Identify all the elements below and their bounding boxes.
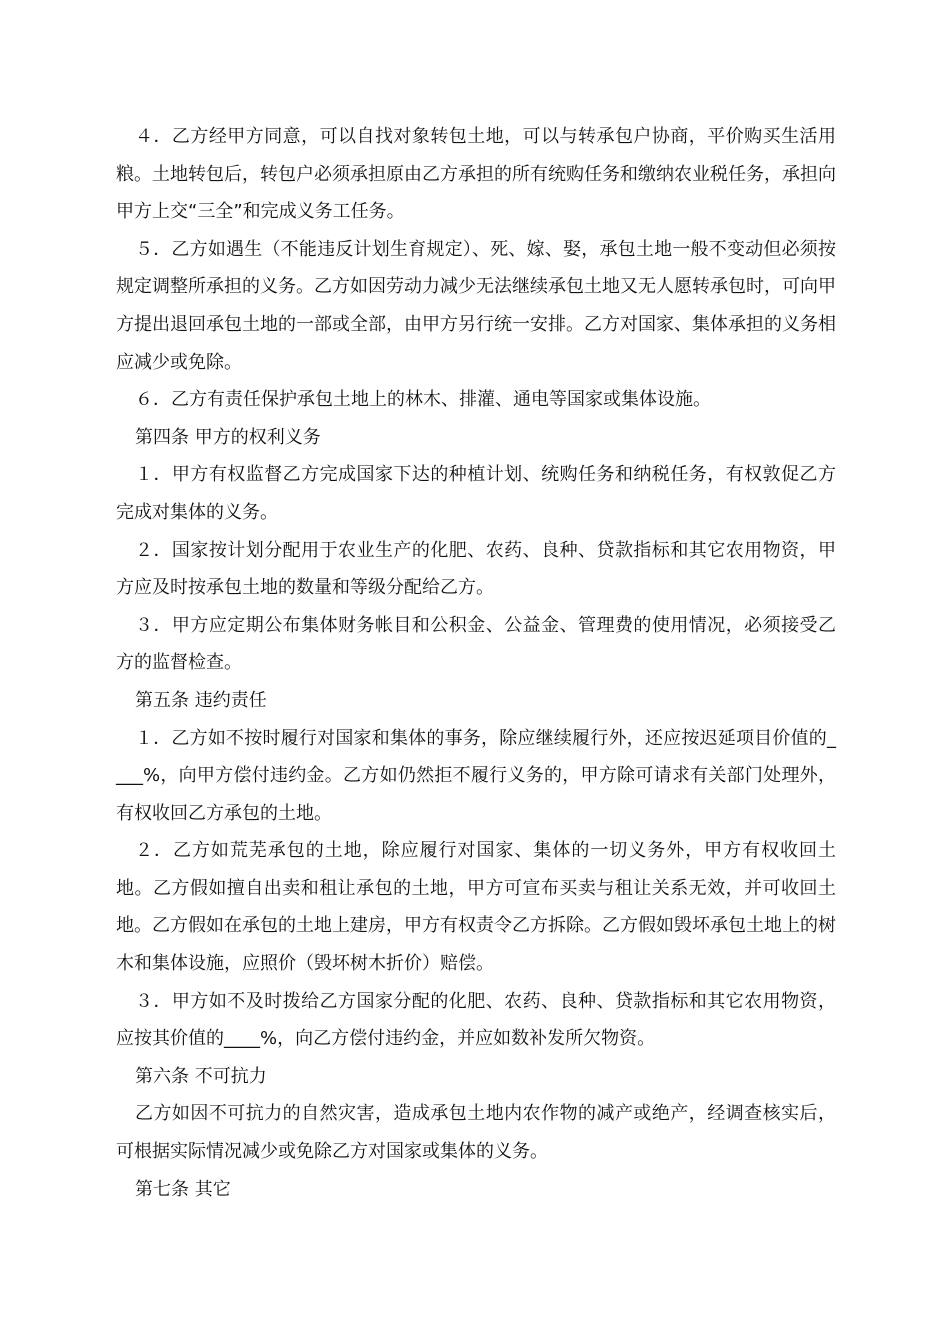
clause-paragraph: ３．甲方如不及时拨给乙方国家分配的化肥、农药、良种、贷款指标和其它农用物资，应按其价值的____%，向乙方偿付违约金，并应如数补发所欠物资。 xyxy=(116,990,836,1050)
article-heading: 第七条 其它 xyxy=(135,1178,231,1200)
article-heading: 第四条 甲方的权利义务 xyxy=(135,426,321,448)
document-page xyxy=(116,118,836,1208)
clause-paragraph: １．乙方如不按时履行对国家和集体的事务，除应继续履行外，还应按迟延项目价值的____%，向甲方偿付违约金。乙方如仍然拒不履行义务的，甲方除可请求有关部门处理外，有权收回乙方承包的土地。 xyxy=(116,727,836,824)
clause-paragraph: ３．甲方应定期公布集体财务帐目和公积金、公益金、管理费的使用情况，必须接受乙方的监督检查。 xyxy=(116,614,836,674)
clause-paragraph: １．甲方有权监督乙方完成国家下达的种植计划、统购任务和纳税任务，有权敦促乙方完成对集体的义务。 xyxy=(116,464,836,523)
clause-paragraph: ５．乙方如遇生（不能违反计划生育规定）、死、嫁、娶，承包土地一般不变动但必须按规定调整所承担的义务。乙方如因劳动力减少无法继续承包土地又无人愿转承包时，可向甲方提出退回承包土地的一部或全部，由甲方另行统一安排。乙方对国家、集体承担的义务相应减少或免除。 xyxy=(116,238,836,373)
article-heading: 第六条 不可抗力 xyxy=(135,1065,267,1087)
article-heading: 第五条 违约责任 xyxy=(135,689,267,711)
clause-paragraph: ２．国家按计划分配用于农业生产的化肥、农药、良种、贷款指标和其它农用物资，甲方应及时按承包土地的数量和等级分配给乙方。 xyxy=(116,539,836,599)
clause-paragraph: ６．乙方有责任保护承包土地上的林木、排灌、通电等国家或集体设施。 xyxy=(135,389,711,411)
clause-paragraph: 乙方如因不可抗力的自然灾害，造成承包土地内农作物的减产或绝产，经调查核实后，可根据实际情况减少或免除乙方对国家或集体的义务。 xyxy=(116,1103,836,1163)
clause-paragraph: ４．乙方经甲方同意，可以自找对象转包土地，可以与转承包户协商，平价购买生活用粮。土地转包后，转包户必须承担原由乙方承担的所有统购任务和缴纳农业税任务，承担向甲方上交“三全”和完成义务工任务。 xyxy=(116,126,836,223)
clause-paragraph: ２．乙方如荒芜承包的土地，除应履行对国家、集体的一切义务外，甲方有权收回土地。乙方假如擅自出卖和租让承包的土地，甲方可宣布买卖与租让关系无效，并可收回土地。乙方假如在承包的土地上建房，甲方有权责令乙方拆除。乙方假如毁坏承包土地上的树木和集体设施，应照价（毁坏树木折价）赔偿。 xyxy=(116,840,836,975)
